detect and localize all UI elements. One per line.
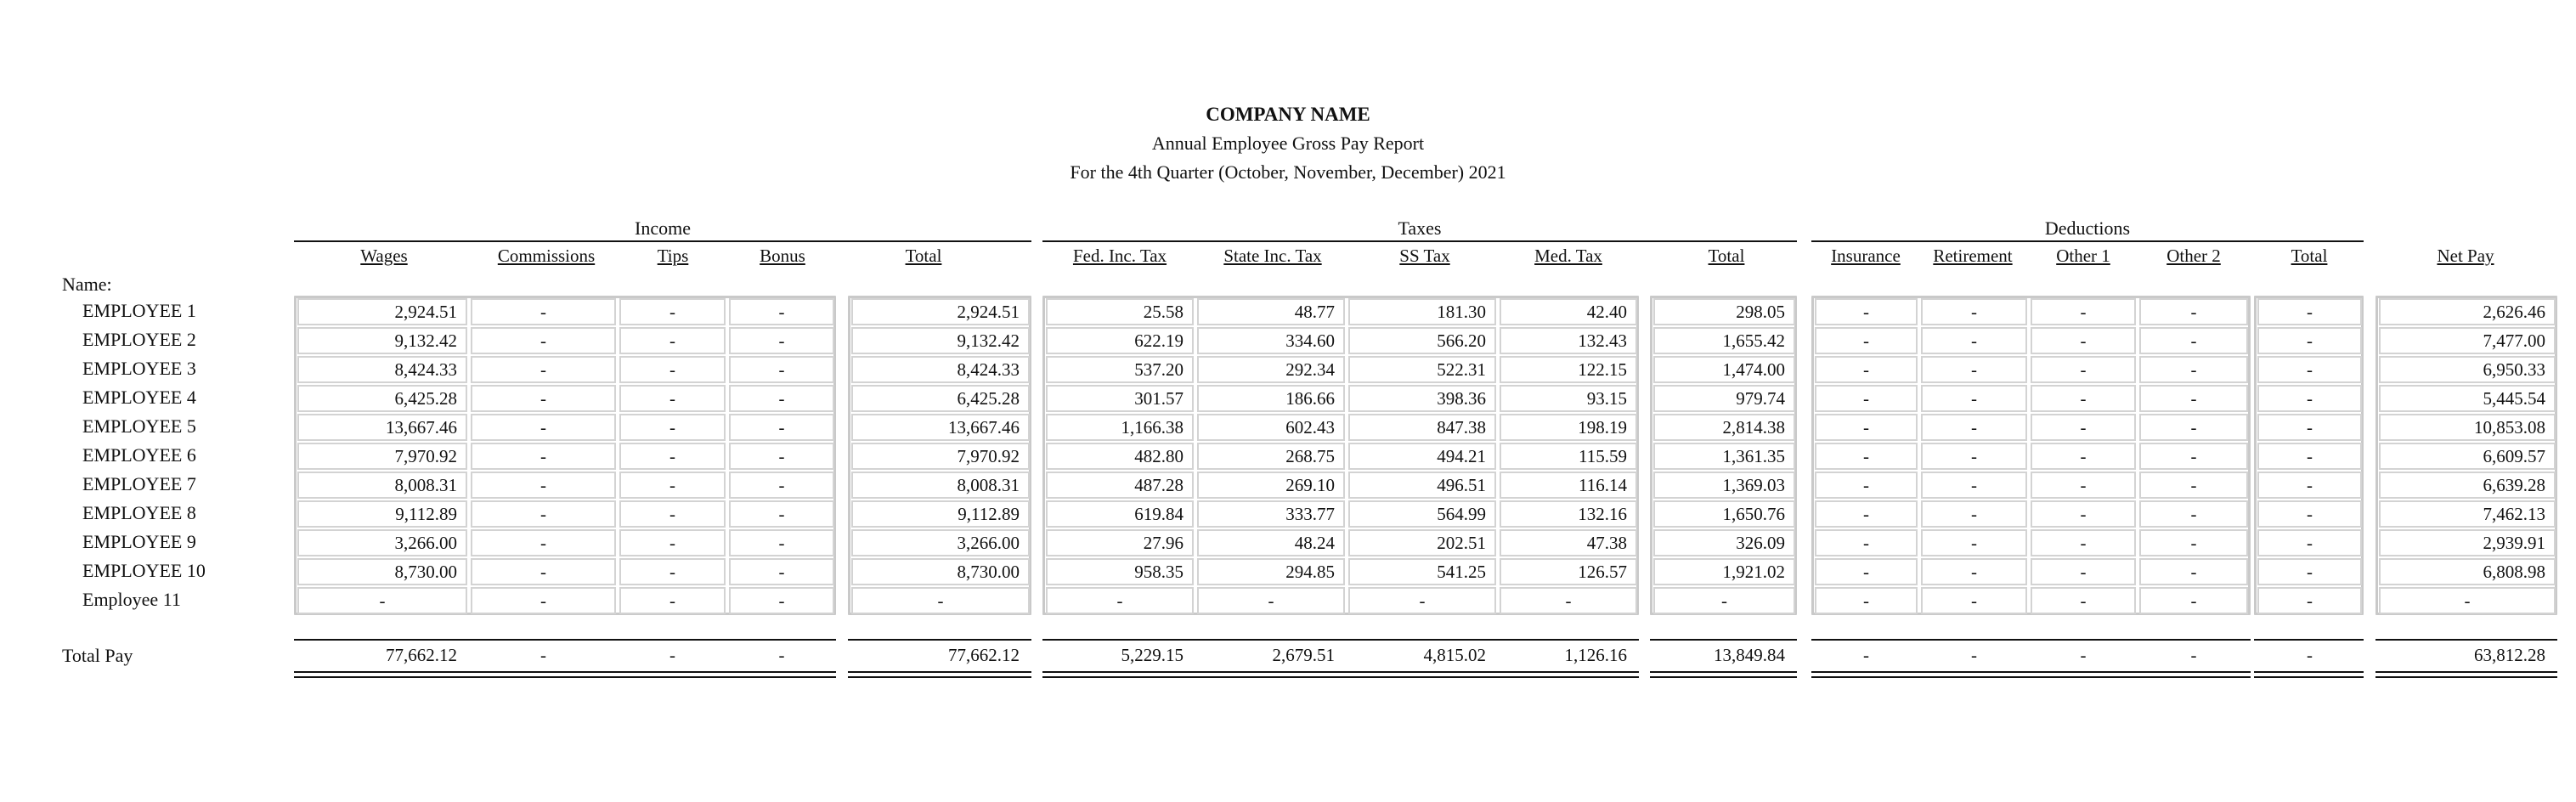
table-cell: - [2139, 356, 2248, 383]
table-cell: - [1921, 298, 2027, 325]
table-cell: - [1921, 558, 2027, 585]
table-cell: - [1921, 529, 2027, 556]
total-value: - [778, 645, 785, 665]
column-header: Fed. Inc. Tax [1072, 246, 1167, 266]
table-cell: - [2257, 500, 2362, 528]
table-cell: - [619, 529, 726, 556]
table-cell: - [1500, 587, 1637, 614]
table-cell: - [619, 472, 726, 499]
table-cell: 42.40 [1500, 298, 1637, 325]
table-cell: 1,650.76 [1653, 500, 1795, 528]
table-cell: 10,853.08 [2379, 414, 2556, 441]
table-cell: 8,730.00 [851, 558, 1030, 585]
total-rule [2375, 639, 2557, 641]
table-cell: - [2139, 298, 2248, 325]
table-cell: - [851, 587, 1030, 614]
table-cell: - [1815, 385, 1918, 412]
table-cell: - [619, 414, 726, 441]
table-cell: 622.19 [1046, 327, 1194, 354]
table-cell: 2,924.51 [851, 298, 1030, 325]
employee-name: EMPLOYEE 9 [82, 531, 196, 552]
table-cell: 522.31 [1348, 356, 1496, 383]
column-header: Total [1708, 246, 1745, 266]
table-cell: 847.38 [1348, 414, 1496, 441]
total-double-rule [2254, 671, 2364, 678]
table-cell: 116.14 [1500, 472, 1637, 499]
table-cell: - [2031, 414, 2136, 441]
total-value: 77,662.12 [948, 645, 1020, 665]
column-header: Insurance [1831, 246, 1901, 266]
table-cell: 7,462.13 [2379, 500, 2556, 528]
table-cell: - [1921, 327, 2027, 354]
table-cell: 494.21 [1348, 443, 1496, 470]
table-cell: - [471, 529, 616, 556]
column-header: Total [905, 246, 942, 266]
table-cell: - [471, 500, 616, 528]
column-header: State Inc. Tax [1223, 246, 1322, 266]
report-title: Annual Employee Gross Pay Report [1151, 133, 1425, 154]
table-cell: - [2139, 587, 2248, 614]
table-cell: - [729, 443, 834, 470]
table-cell: - [729, 298, 834, 325]
table-cell: 198.19 [1500, 414, 1637, 441]
total-value: - [2190, 645, 2197, 665]
table-cell: - [2379, 587, 2556, 614]
table-cell: 541.25 [1348, 558, 1496, 585]
table-cell: - [619, 587, 726, 614]
table-cell: - [2031, 356, 2136, 383]
table-cell: - [1815, 472, 1918, 499]
table-cell: 398.36 [1348, 385, 1496, 412]
table-cell: - [1921, 414, 2027, 441]
table-cell: 482.80 [1046, 443, 1194, 470]
table-cell: - [471, 327, 616, 354]
table-cell: 9,132.42 [851, 327, 1030, 354]
table-cell: - [471, 414, 616, 441]
table-cell: 181.30 [1348, 298, 1496, 325]
table-cell: 6,950.33 [2379, 356, 2556, 383]
table-cell: - [1046, 587, 1194, 614]
table-cell: 487.28 [1046, 472, 1194, 499]
table-cell: 496.51 [1348, 472, 1496, 499]
table-cell: 6,808.98 [2379, 558, 2556, 585]
total-double-rule [2375, 671, 2557, 678]
group-rule-taxes [1042, 240, 1797, 242]
table-cell: 7,477.00 [2379, 327, 2556, 354]
table-cell: - [619, 443, 726, 470]
total-double-rule [1042, 671, 1639, 678]
table-cell: - [2257, 356, 2362, 383]
table-cell: - [729, 356, 834, 383]
table-cell: 8,008.31 [297, 472, 467, 499]
table-cell: - [1815, 414, 1918, 441]
table-cell: - [2257, 529, 2362, 556]
table-cell: 334.60 [1197, 327, 1345, 354]
total-rule [2254, 639, 2364, 641]
table-cell: 6,609.57 [2379, 443, 2556, 470]
table-cell: - [471, 443, 616, 470]
group-title-income: Income [635, 217, 691, 239]
table-cell: 7,970.92 [851, 443, 1030, 470]
employee-name: EMPLOYEE 7 [82, 473, 196, 494]
employee-name: EMPLOYEE 8 [82, 502, 196, 523]
table-cell: 268.75 [1197, 443, 1345, 470]
table-cell: - [2139, 558, 2248, 585]
table-cell: 13,667.46 [851, 414, 1030, 441]
table-cell: 93.15 [1500, 385, 1637, 412]
table-cell: - [729, 414, 834, 441]
column-header: Bonus [760, 246, 805, 266]
group-rule-income [294, 240, 1031, 242]
total-pay-label: Total Pay [62, 645, 133, 666]
table-cell: - [471, 298, 616, 325]
table-cell: 301.57 [1046, 385, 1194, 412]
table-cell: - [2139, 327, 2248, 354]
table-cell: - [2031, 443, 2136, 470]
total-rule [1650, 639, 1797, 641]
table-cell: 186.66 [1197, 385, 1345, 412]
total-rule [1811, 639, 2251, 641]
table-cell: 6,425.28 [851, 385, 1030, 412]
group-title-taxes: Taxes [1398, 217, 1442, 239]
employee-name: EMPLOYEE 3 [82, 358, 196, 379]
table-cell: 333.77 [1197, 500, 1345, 528]
table-cell: - [2257, 443, 2362, 470]
table-cell: 979.74 [1653, 385, 1795, 412]
table-cell: 269.10 [1197, 472, 1345, 499]
table-cell: 6,639.28 [2379, 472, 2556, 499]
table-cell: - [1921, 356, 2027, 383]
group-rule-deductions [1811, 240, 2364, 242]
table-cell: 115.59 [1500, 443, 1637, 470]
table-cell: - [2257, 558, 2362, 585]
table-cell: - [619, 327, 726, 354]
table-cell: - [729, 529, 834, 556]
table-cell: - [471, 558, 616, 585]
table-cell: - [2257, 298, 2362, 325]
table-cell: 5,445.54 [2379, 385, 2556, 412]
table-cell: - [2257, 327, 2362, 354]
table-cell: - [2031, 558, 2136, 585]
table-cell: - [1815, 298, 1918, 325]
table-cell: - [2257, 414, 2362, 441]
table-cell: - [2139, 472, 2248, 499]
table-cell: 9,112.89 [851, 500, 1030, 528]
table-cell: - [471, 587, 616, 614]
total-double-rule [294, 671, 836, 678]
column-header: Retirement [1933, 246, 2013, 266]
table-cell: - [2139, 500, 2248, 528]
column-header: Net Pay [2437, 246, 2494, 266]
table-cell: 48.77 [1197, 298, 1345, 325]
table-cell: - [2139, 529, 2248, 556]
employee-name: EMPLOYEE 10 [82, 560, 206, 581]
table-cell: 1,166.38 [1046, 414, 1194, 441]
table-cell: - [1197, 587, 1345, 614]
table-cell: - [1921, 385, 2027, 412]
table-cell: - [729, 558, 834, 585]
table-cell: - [619, 558, 726, 585]
table-cell: - [2257, 472, 2362, 499]
table-cell: - [2031, 327, 2136, 354]
table-cell: 294.85 [1197, 558, 1345, 585]
employee-name: Employee 11 [82, 589, 181, 610]
table-cell: - [1815, 443, 1918, 470]
table-cell: 202.51 [1348, 529, 1496, 556]
column-header: SS Tax [1399, 246, 1450, 266]
table-cell: - [729, 385, 834, 412]
table-cell: - [1815, 558, 1918, 585]
table-cell: - [2031, 385, 2136, 412]
table-cell: 8,730.00 [297, 558, 467, 585]
table-cell: 3,266.00 [297, 529, 467, 556]
table-cell: - [619, 385, 726, 412]
table-cell: - [2031, 472, 2136, 499]
table-cell: 8,424.33 [297, 356, 467, 383]
total-value: - [1971, 645, 1977, 665]
table-cell: 122.15 [1500, 356, 1637, 383]
total-rule [1042, 639, 1639, 641]
table-cell: 1,655.42 [1653, 327, 1795, 354]
employee-name: EMPLOYEE 2 [82, 329, 196, 350]
table-cell: - [1348, 587, 1496, 614]
table-cell: 47.38 [1500, 529, 1637, 556]
table-cell: - [1815, 500, 1918, 528]
table-cell: 8,008.31 [851, 472, 1030, 499]
table-cell: - [729, 587, 834, 614]
total-double-rule [1650, 671, 1797, 678]
table-cell: 2,924.51 [297, 298, 467, 325]
table-cell: 2,814.38 [1653, 414, 1795, 441]
table-cell: - [1815, 587, 1918, 614]
table-cell: 537.20 [1046, 356, 1194, 383]
table-cell: 132.16 [1500, 500, 1637, 528]
table-cell: 25.58 [1046, 298, 1194, 325]
table-cell: 1,474.00 [1653, 356, 1795, 383]
table-cell: - [1921, 500, 2027, 528]
table-cell: - [297, 587, 467, 614]
table-cell: - [2139, 443, 2248, 470]
table-cell: 1,361.35 [1653, 443, 1795, 470]
table-cell: 326.09 [1653, 529, 1795, 556]
column-header: Commissions [497, 246, 596, 266]
table-cell: 564.99 [1348, 500, 1496, 528]
column-header: Other 1 [2056, 246, 2110, 266]
table-cell: 2,939.91 [2379, 529, 2556, 556]
table-cell: 298.05 [1653, 298, 1795, 325]
table-cell: 602.43 [1197, 414, 1345, 441]
total-value: - [669, 645, 675, 665]
table-cell: - [2257, 385, 2362, 412]
table-cell: 126.57 [1500, 558, 1637, 585]
total-value: 63,812.28 [2474, 645, 2545, 665]
table-cell: 2,626.46 [2379, 298, 2556, 325]
table-cell: 619.84 [1046, 500, 1194, 528]
total-value: - [2080, 645, 2087, 665]
total-value: - [1863, 645, 1869, 665]
table-cell: - [619, 356, 726, 383]
table-cell: 132.43 [1500, 327, 1637, 354]
total-double-rule [848, 671, 1031, 678]
table-cell: 7,970.92 [297, 443, 467, 470]
table-cell: - [729, 327, 834, 354]
total-double-rule [1811, 671, 2251, 678]
table-cell: - [2257, 587, 2362, 614]
total-value: 2,679.51 [1272, 645, 1335, 665]
table-cell: 13,667.46 [297, 414, 467, 441]
table-cell: - [729, 500, 834, 528]
column-header: Wages [360, 246, 408, 266]
group-title-deductions: Deductions [2044, 217, 2131, 239]
table-cell: 1,921.02 [1653, 558, 1795, 585]
table-cell: 1,369.03 [1653, 472, 1795, 499]
employee-name: EMPLOYEE 5 [82, 415, 196, 437]
table-cell: - [2031, 529, 2136, 556]
table-cell: - [1815, 327, 1918, 354]
employee-name: EMPLOYEE 4 [82, 387, 196, 408]
total-value: 1,126.16 [1564, 645, 1627, 665]
column-header: Tips [657, 246, 689, 266]
table-cell: 958.35 [1046, 558, 1194, 585]
table-cell: - [1815, 529, 1918, 556]
table-cell: - [1921, 587, 2027, 614]
table-cell: 9,112.89 [297, 500, 467, 528]
table-cell: - [471, 385, 616, 412]
company-name: COMPANY NAME [1206, 104, 1370, 125]
table-cell: - [729, 472, 834, 499]
table-cell: - [471, 356, 616, 383]
table-cell: - [471, 472, 616, 499]
total-rule [294, 639, 836, 641]
total-value: - [540, 645, 546, 665]
table-cell: 292.34 [1197, 356, 1345, 383]
total-rule [848, 639, 1031, 641]
employee-name: EMPLOYEE 1 [82, 300, 196, 321]
table-cell: - [1815, 356, 1918, 383]
employee-name: EMPLOYEE 6 [82, 444, 196, 466]
table-cell: - [619, 500, 726, 528]
table-cell: 6,425.28 [297, 385, 467, 412]
total-value: 77,662.12 [386, 645, 457, 665]
column-header: Other 2 [2166, 246, 2221, 266]
total-value: 5,229.15 [1121, 645, 1183, 665]
table-cell: 48.24 [1197, 529, 1345, 556]
report-period: For the 4th Quarter (October, November, December) 2021 [1070, 161, 1506, 183]
table-cell: - [1921, 472, 2027, 499]
table-cell: - [619, 298, 726, 325]
total-value: - [2307, 645, 2313, 665]
name-label: Name: [62, 274, 112, 295]
table-cell: - [2031, 500, 2136, 528]
total-value: 4,815.02 [1423, 645, 1486, 665]
column-header: Med. Tax [1534, 246, 1602, 266]
table-cell: - [1653, 587, 1795, 614]
table-cell: - [2031, 587, 2136, 614]
table-cell: - [2031, 298, 2136, 325]
table-cell: 9,132.42 [297, 327, 467, 354]
table-cell: - [2139, 414, 2248, 441]
table-cell: 3,266.00 [851, 529, 1030, 556]
total-value: 13,849.84 [1714, 645, 1785, 665]
table-cell: - [1921, 443, 2027, 470]
table-cell: - [2139, 385, 2248, 412]
table-cell: 27.96 [1046, 529, 1194, 556]
table-cell: 8,424.33 [851, 356, 1030, 383]
table-cell: 566.20 [1348, 327, 1496, 354]
column-header: Total [2291, 246, 2328, 266]
